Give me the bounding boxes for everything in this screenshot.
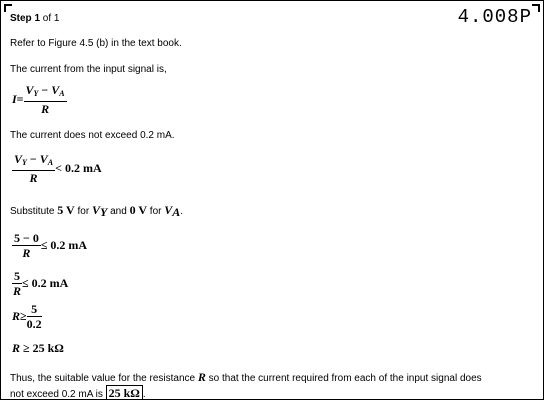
eq1-numerator: $V_Y - V_A$ <box>24 84 67 102</box>
eq1-denominator: R <box>41 102 50 116</box>
problem-id: 4.008P <box>457 6 532 28</box>
refer-text: Refer to Figure 4.5 (b) in the text book. <box>10 38 182 49</box>
equation-inequality <box>12 153 102 184</box>
eq2-numerator: $V_Y - V_A$ <box>12 153 55 171</box>
eq5-denominator: 0.2 <box>26 317 42 331</box>
equation-substituted <box>12 232 87 259</box>
eq3-denominator: R <box>22 246 31 260</box>
equation-result <box>12 341 64 356</box>
conclusion-line-1: Thus, the suitable value for the resistance R so that the current required from each of the input signal does <box>10 370 482 384</box>
eq5-fraction <box>27 303 42 330</box>
step-label: Step 1 <box>10 13 41 24</box>
eq5-op: ≥ <box>20 309 27 323</box>
conclusion-line-2: not exceed 0.2 mA is 25 kΩ . <box>10 386 146 400</box>
substitute-text: Substitute 5 V for $V_Y$ and 0 V for $V_A$. <box>10 203 184 219</box>
current-intro-text: The current from the input signal is, <box>10 64 167 75</box>
eq3-fraction <box>12 232 41 259</box>
eq2-fraction <box>12 153 55 184</box>
eq4-denominator: R <box>12 284 21 298</box>
eq2-denominator: R <box>29 171 38 185</box>
equation-simplified <box>12 270 68 297</box>
eq1-op: = <box>16 92 24 106</box>
eq4-numerator: 5 <box>14 269 20 283</box>
eq6-lhs: R <box>12 341 21 355</box>
eq5-numerator: 5 <box>27 303 42 317</box>
eq5-lhs: R <box>12 309 21 323</box>
final-answer-box: 25 kΩ <box>106 385 143 400</box>
eq4-fraction <box>12 270 22 297</box>
eq1-fraction <box>24 84 67 115</box>
eq2-rhs: < 0.2 mA <box>55 161 102 175</box>
equation-current <box>12 84 67 115</box>
not-exceed-text: The current does not exceed 0.2 mA. <box>10 130 175 141</box>
corner-bracket-top-left <box>4 4 12 12</box>
corner-bracket-top-right <box>532 4 540 12</box>
eq1-lhs: I <box>12 92 17 106</box>
eq3-numerator: 5 − 0 <box>14 231 39 245</box>
eq4-rhs: ≤ 0.2 mA <box>22 276 69 290</box>
step-of: of 1 <box>40 13 60 24</box>
eq3-rhs: ≤ 0.2 mA <box>40 238 88 252</box>
step-indicator <box>10 13 59 24</box>
eq6-rhs: ≥ 25 kΩ <box>20 341 64 355</box>
equation-resistance-fraction <box>12 303 42 330</box>
